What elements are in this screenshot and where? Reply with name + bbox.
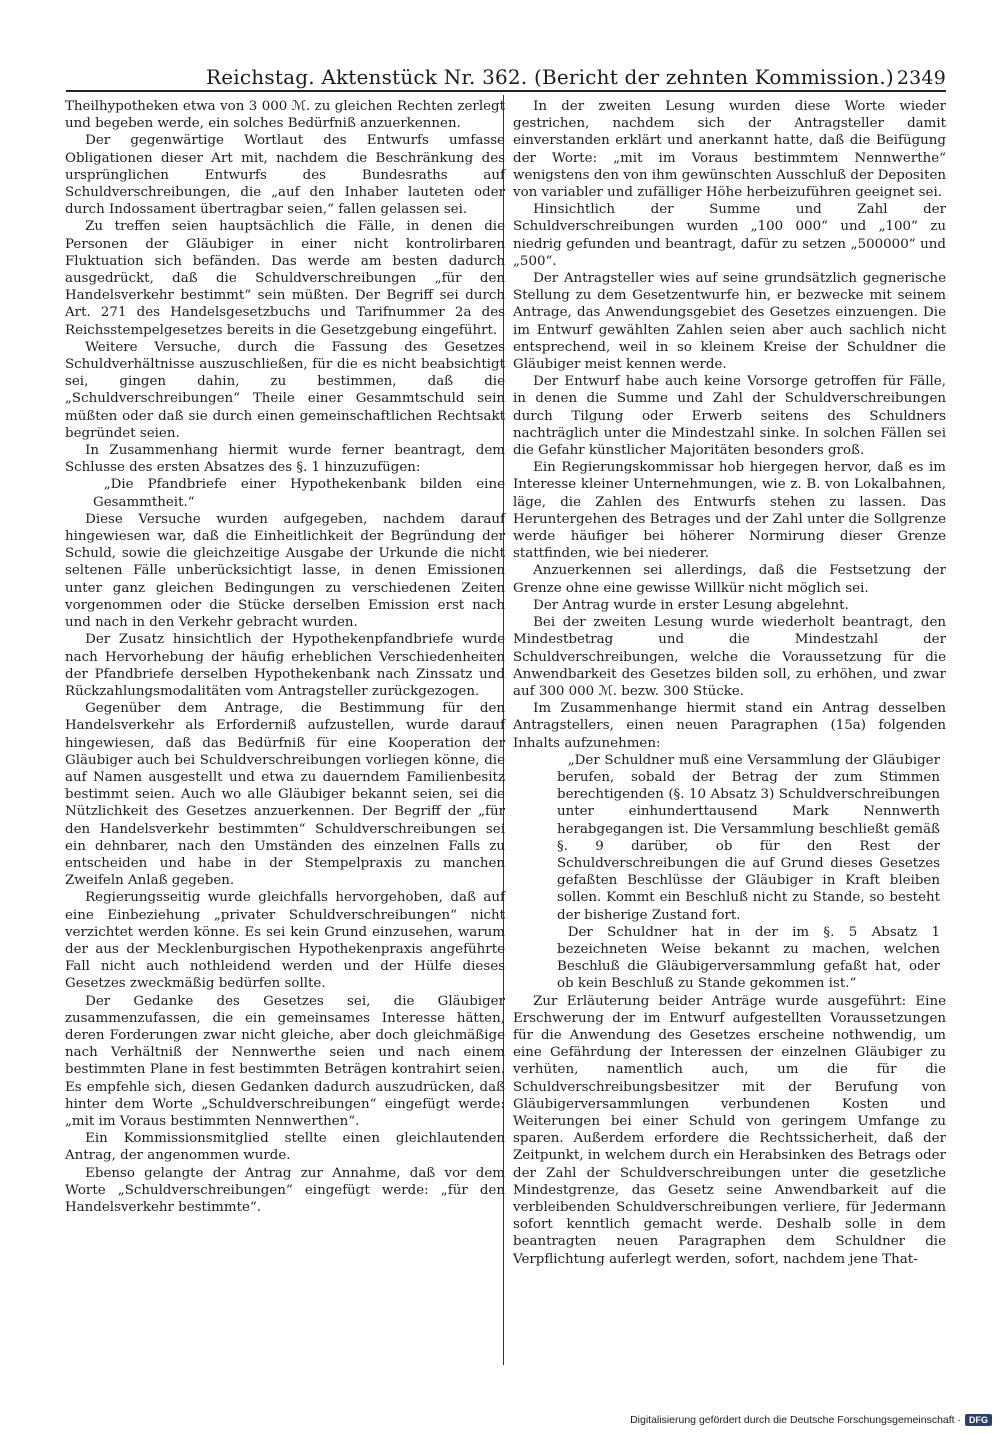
- dfg-logo: DFG: [965, 1414, 992, 1426]
- paragraph: Ein Regierungskommissar hob hiergegen hervor, daß es im Interesse kleiner Unternehmungen, wie z. B. von Lokalbahnen, läge, die Zahlen des Entwurfs stehen zu lassen. Das Heruntergehen des Betrages und der Zahl unter die Sollgrenze werde häufiger bei höherer Normirung dieser Grenze stattfinden, wie bei niederer.: [513, 460, 946, 562]
- paragraph: Zu treffen seien hauptsächlich die Fälle, in denen die Personen der Gläubiger in einer nicht kontrolirbaren Fluktuation sich befänden. Das werde am besten dadurch ausgedrückt, daß die Schuldverschreibungen „für den Handelsverkehr bestimmt“ sein müßten. Der Begriff sei durch Art. 271 des Handelsgesetzbuchs und Tarifnummer 2a des Reichsstempelgesetzes bereits in die Gesetzgebung eingeführt.: [65, 219, 505, 338]
- paragraph: Der Antragsteller wies auf seine grundsätzlich gegnerische Stellung zu dem Gesetzentwurfe hin, er bezwecke mit seinem Antrage, das Anwendungsgebiet des Gesetzes einzuengen. Die im Entwurf gewählten Zahlen seien aber auch sachlich nicht entsprechend, weil in so kleinem Kreise der Schuldner die Gläubiger meist kennen werde.: [513, 271, 946, 373]
- page-number: 2349: [896, 67, 946, 89]
- right-column: [513, 98, 946, 1268]
- quoted-paragraph: „Der Schuldner muß eine Versammlung der Gläubiger berufen, sobald der Betrag der zum Stimmen berechtigenden (§. 10 Absatz 3) Schuldverschreibungen unter einhunderttausend Mark Nennwerth herabgegangen ist. Die Versammlung beschließt gemäß §. 9 darüber, ob für den Rest der Schuldverschreibungen die auf Grund dieses Gesetzes gefaßten Beschlüsse der Gläubiger in Kraft bleiben sollen. Kommt ein Beschluß nicht zu Stande, so besteht der bisherige Zustand fort.: [557, 752, 940, 923]
- quoted-paragraph: Der Schuldner hat in der im §. 5 Absatz 1 bezeichneten Weise bekannt zu machen, welchen Beschluß die Gläubigerversammlung gefaßt hat, oder ob kein Beschluß zu Stande gekommen ist.“: [557, 924, 940, 992]
- paragraph: Gegenüber dem Antrage, die Bestimmung für den Handelsverkehr als Erforderniß aufzustellen, wurde darauf hingewiesen, daß das Bedürfniß für eine Kooperation der Gläubiger auch bei Schuldverschreibungen vorliegen könne, die auf Namen ausgestellt und etwa zu dauerndem Familienbesitz bestimmt seien. Auch wo alle Gläubiger bekannt seien, sei die Nützlichkeit des Gesetzes anzuerkennen. Der Begriff der „für den Handelsverkehr bestimmten“ Schuldverschreibungen sei ein dehnbarer, nach den Umständen des einzelnen Falls zu entscheiden und habe in der Stempelpraxis zu manchen Zweifeln Anlaß gegeben.: [65, 701, 505, 889]
- paragraph: Der gegenwärtige Wortlaut des Entwurfs umfasse Obligationen dieser Art mit, nachdem die Beschränkung des ursprünglichen Entwurfs des Bundesraths auf Schuldverschreibungen, die „auf den Inhaber lauteten oder durch Indossament übertragbar seien,“ fallen gelassen sei.: [65, 133, 505, 218]
- paragraph: Regierungsseitig wurde gleichfalls hervorgehoben, daß auf eine Einbeziehung „privater Schuldverschreibungen“ nicht verzichtet werden könne. Es sei kein Grund einzusehen, warum der aus der Mecklenburgischen Hypothekenpraxis angeführte Fall nicht auch nothleidend werden und der Hülfe dieses Gesetzes zweckmäßig bedürfen sollte.: [65, 890, 505, 992]
- quoted-paragraph: „Die Pfandbriefe einer Hypothekenbank bilden eine Gesammtheit.“: [93, 477, 505, 510]
- paragraph: Ebenso gelangte der Antrag zur Annahme, daß vor dem Worte „Schuldverschreibungen“ eingefügt werde: „für den Handelsverkehr bestimmte“.: [65, 1165, 505, 1215]
- paragraph: In der zweiten Lesung wurden diese Worte wieder gestrichen, nachdem sich der Antragsteller damit einverstanden erklärt und anerkannt hatte, daß die Beifügung der Worte: „mit im Voraus bestimmtem Nennwerthe“ wenigstens den von ihm gewünschten Ausschluß der Depositen von variabler und zufälliger Höhe herbeizuführen geeignet sei.: [513, 99, 946, 201]
- paragraph: Der Gedanke des Gesetzes sei, die Gläubiger zusammenzufassen, die ein gemeinsames Interesse hätten, deren Forderungen zwar nicht gleiche, aber doch gleichmäßige nach Verhältniß der Nennwerthe seien und nach einem bestimmten Plane in fest bestimmten Beträgen kontrahirt seien. Es empfehle sich, diesen Gedanken dadurch auszudrücken, daß hinter dem Worte „Schuldverschreibungen“ eingefügt werde: „mit im Voraus bestimmten Nennwerthen“.: [65, 993, 505, 1129]
- paragraph: Anzuerkennen sei allerdings, daß die Festsetzung der Grenze ohne eine gewisse Willkür nicht möglich sei.: [513, 563, 946, 596]
- paragraph: Ein Kommissionsmitglied stellte einen gleichlautenden Antrag, der angenommen wurde.: [65, 1131, 505, 1164]
- paragraph: Der Antrag wurde in erster Lesung abgelehnt.: [533, 597, 849, 613]
- header-rule: [66, 90, 946, 92]
- paragraph: In Zusammenhang hiermit wurde ferner beantragt, dem Schlusse des ersten Absatzes des §. 1 hinzuzufügen:: [65, 443, 505, 476]
- left-column: [65, 98, 505, 1216]
- paragraph: Diese Versuche wurden aufgegeben, nachdem darauf hingewiesen war, daß die Einheitlichkeit der Begründung der Schuld, sowie die gleichzeitige Ausgabe der Urkunde die nicht seltenen Fälle unberücksichtigt lasse, in denen Emissionen unter ganz gleichen Bedingungen zu verschiedenen Zeiten vorgenommen oder die Stücke derselben Emission erst nach und nach in den Verkehr gebracht wurden.: [65, 511, 505, 631]
- paragraph: Weitere Versuche, durch die Fassung des Gesetzes Schuldverhältnisse auszuschließen, für die es nicht beabsichtigt sei, gingen dahin, zu bestimmen, daß die „Schuldverschreibungen“ Theile einer Gesammtschuld sein müßten oder daß sie durch einen gemeinschaftlichen Rechtsakt begründet seien.: [65, 339, 505, 441]
- page-footer: [630, 1414, 992, 1426]
- digitization-credit: Digitalisierung gefördert durch die Deutsche Forschungsgemeinschaft ·: [630, 1414, 961, 1426]
- paragraph: Theilhypotheken etwa von 3 000 ℳ. zu gleichen Rechten zerlegt und begeben werde, ein solches Bedürfniß anzuerkennen.: [65, 99, 505, 132]
- paragraph: Bei der zweiten Lesung wurde wiederholt beantragt, den Mindestbetrag und die Mindestzahl der Schuldverschreibungen, welche die Voraussetzung für die Anwendbarkeit des Gesetzes bilden soll, zu erhöhen, und zwar auf 300 000 ℳ. bezw. 300 Stücke.: [513, 615, 946, 699]
- paragraph: Im Zusammenhange hiermit stand ein Antrag desselben Antragstellers, einen neuen Paragraphen (15a) folgenden Inhalts aufzunehmen:: [513, 701, 946, 751]
- paragraph: Zur Erläuterung beider Anträge wurde ausgeführt: Eine Erschwerung der im Entwurf aufgestellten Voraussetzungen für die Anwendung des Gesetzes erscheine nothwendig, um eine Gefährdung der Interessen der einzelnen Gläubiger zu verhüten, namentlich auch, um die für die Schuldverschreibungsbesitzer mit der Berufung von Gläubigerversammlungen verbundenen Kosten und Weiterungen bei einer Schuld von geringem Umfange zu sparen. Außerdem erfordere die Rechtssicherheit, daß der Zeitpunkt, in welchem durch ein Herabsinken des Betrags oder der Zahl der Schuldverschreibungen unter die gesetzliche Mindestgrenze, das Gesetz seine Anwendbarkeit auf die verbleibenden Schuldverschreibungen verliere, für Jedermann sofort kenntlich gemacht werde. Deshalb solle in dem beantragten neuen Paragraphen dem Schuldner die Verpflichtung auferlegt werden, sofort, nachdem jene That-: [513, 993, 946, 1267]
- paragraph: Der Entwurf habe auch keine Vorsorge getroffen für Fälle, in denen die Summe und Zahl der Schuldverschreibungen durch Tilgung oder Erwerb seitens des Schuldners nachträglich unter die Mindestzahl sinke. In solchen Fällen sei die Gefahr künstlicher Majoritäten besonders groß.: [513, 374, 946, 459]
- paragraph: Hinsichtlich der Summe und Zahl der Schuldverschreibungen wurden „100 000“ und „100“ zu niedrig gefunden und beantragt, dafür zu setzen „500000“ und „500“.: [513, 202, 946, 269]
- page-header: [66, 57, 946, 89]
- header-title: Reichstag. Aktenstück Nr. 362. (Bericht der zehnten Kommission.): [206, 65, 894, 89]
- paragraph: Der Zusatz hinsichtlich der Hypothekenpfandbriefe wurde nach Hervorhebung der häufig erheblichen Verschiedenheiten der Pfandbriefe derselben Hypothekenbank nach Zinssatz und Rückzahlungsmodalitäten vom Antragsteller zurückgezogen.: [65, 632, 505, 699]
